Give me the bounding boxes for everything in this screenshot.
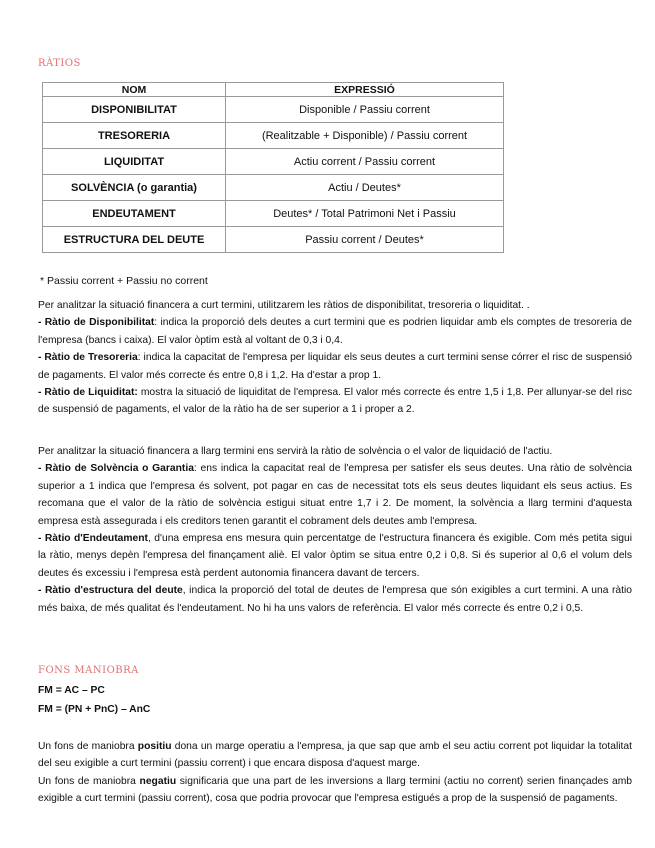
ratio-label: - Ràtio de Liquiditat: xyxy=(38,387,138,399)
ratios-table xyxy=(42,82,504,253)
ratio-name: ENDEUTAMENT xyxy=(43,201,226,227)
table-row xyxy=(43,201,504,227)
ratio-name: LIQUIDITAT xyxy=(43,149,226,175)
ratio-label: - Ràtio de Solvència o Garantia xyxy=(38,463,194,475)
ratio-description: : indica la capacitat de l'empresa per liquidar els seus deutes a curt termini sense córrer el risc de suspensió de pagaments. El valor més correcte és entre 0,8 i 1,2. Ha d'estar a prop 1. xyxy=(38,352,632,381)
short-term-intro: Per analitzar la situació financera a curt termini, utilitzarem les ràtios de disponibilitat, tresoreria o liquiditat. . xyxy=(38,300,530,311)
fons-keyword-negatiu: negatiu xyxy=(139,775,177,787)
fons-text: Un fons de maniobra xyxy=(38,775,140,787)
fons-maniobra-section xyxy=(38,738,632,808)
table-row xyxy=(43,175,504,201)
ratio-name: ESTRUCTURA DEL DEUTE xyxy=(43,227,226,253)
fons-text: significaria que una part de les inversions a llarg termini (actiu no corrent) serien finançades amb exigible a curt termini (passiu corrent), cosa que podria provocar que l'empresa estigués a prop de la suspensió de pagaments. xyxy=(38,775,633,805)
long-term-section xyxy=(38,443,632,617)
ratio-description: mostra la situació de liquiditat de l'empresa. El valor més correcte és entre 1,5 i 1,8. Per allunyar-se del risc de suspensió de pagaments, el valor de la ràtio ha de ser superior a 1 i proper a 2. xyxy=(38,387,633,416)
ratio-description: : ens indica la capacitat real de l'empresa per satisfer els seus deutes. Una ràtio de solvència superior a 1 indica que l'empresa és solvent, pot pagar en cas de necessitat tots els seus deutes liquidant els seus actius. Es recomana que el valor de la ràtio de solvència estigui situat entre 1,7 i 2. De moment, la solvència a llarg termini d'aquesta empresa està assegurada i els creditors tenen garantit el cobrament dels deutes amb l'empresa. xyxy=(38,463,632,527)
table-footnote: * Passiu corrent + Passiu no corrent xyxy=(40,275,208,287)
short-term-section xyxy=(38,297,632,419)
formula-fm-1: FM = AC – PC xyxy=(38,685,105,696)
ratio-expression: (Realitzable + Disponible) / Passiu corrent xyxy=(226,123,504,149)
table-row xyxy=(43,97,504,123)
table-row xyxy=(43,123,504,149)
column-header-nom: NOM xyxy=(43,83,226,97)
ratio-expression: Passiu corrent / Deutes* xyxy=(226,227,504,253)
section-heading-fons-maniobra: FONS MANIOBRA xyxy=(38,665,139,676)
ratio-name: TRESORERIA xyxy=(43,123,226,149)
fons-text: dona un marge operatiu a l'empresa, ja que sap que amb el seu actiu corrent pot liquidar la totalitat del seu exigible a curt termini (passiu corrent) i que encara disposa d'aquest marge. xyxy=(38,741,632,770)
ratio-label: - Ràtio de Tresoreria xyxy=(38,352,138,364)
ratio-label: - Ràtio d'estructura del deute xyxy=(38,585,183,597)
column-header-expressio: EXPRESSIÓ xyxy=(226,83,504,97)
section-heading-ratios: RÀTIOS xyxy=(38,58,81,69)
ratio-expression: Actiu / Deutes* xyxy=(226,175,504,201)
ratio-label: - Ràtio d'Endeutament xyxy=(38,533,148,545)
table-header-row xyxy=(43,83,504,97)
fons-text: Un fons de maniobra xyxy=(38,741,138,752)
ratio-name: DISPONIBILITAT xyxy=(43,97,226,123)
formula-fm-2: FM = (PN + PnC) – AnC xyxy=(38,704,151,715)
table-row xyxy=(43,149,504,175)
ratio-expression: Deutes* / Total Patrimoni Net i Passiu xyxy=(226,201,504,227)
fons-keyword-positiu: positiu xyxy=(137,741,172,752)
ratio-name: SOLVÈNCIA (o garantia) xyxy=(43,175,226,201)
table-row xyxy=(43,227,504,253)
ratio-description: : indica la proporció dels deutes a curt termini que es podrien liquidar amb els comptes de tresoreria de l'empresa (bancs i caixa). El valor òptim està al voltant de 0,3 i 0,4. xyxy=(38,317,633,346)
ratio-label: - Ràtio de Disponibilitat xyxy=(38,317,155,329)
ratio-description: , indica la proporció del total de deutes de l'empresa que són exigibles a curt termini. A una ràtio més baixa, de més qualitat és l'endeutament. No hi ha uns valors de referència. El valor més correcte és entre 0,2 i 0,5. xyxy=(38,585,632,614)
ratio-description: , d'una empresa ens mesura quin percentatge de l'estructura financera és exigible. Com més petita sigui la ràtio, menys depèn l'empresa del finançament aliè. El valor òptim se situa entre 0,2 i 0,8. Si és superior al 0,6 el volum dels deutes és excessiu i l'empresa està perdent autonomia financera davant de tercers. xyxy=(38,533,632,579)
ratio-expression: Disponible / Passiu corrent xyxy=(226,97,504,123)
ratio-expression: Actiu corrent / Passiu corrent xyxy=(226,149,504,175)
long-term-intro: Per analitzar la situació financera a llarg termini ens servirà la ràtio de solvència o el valor de liquidació de l'actiu. xyxy=(38,446,553,457)
